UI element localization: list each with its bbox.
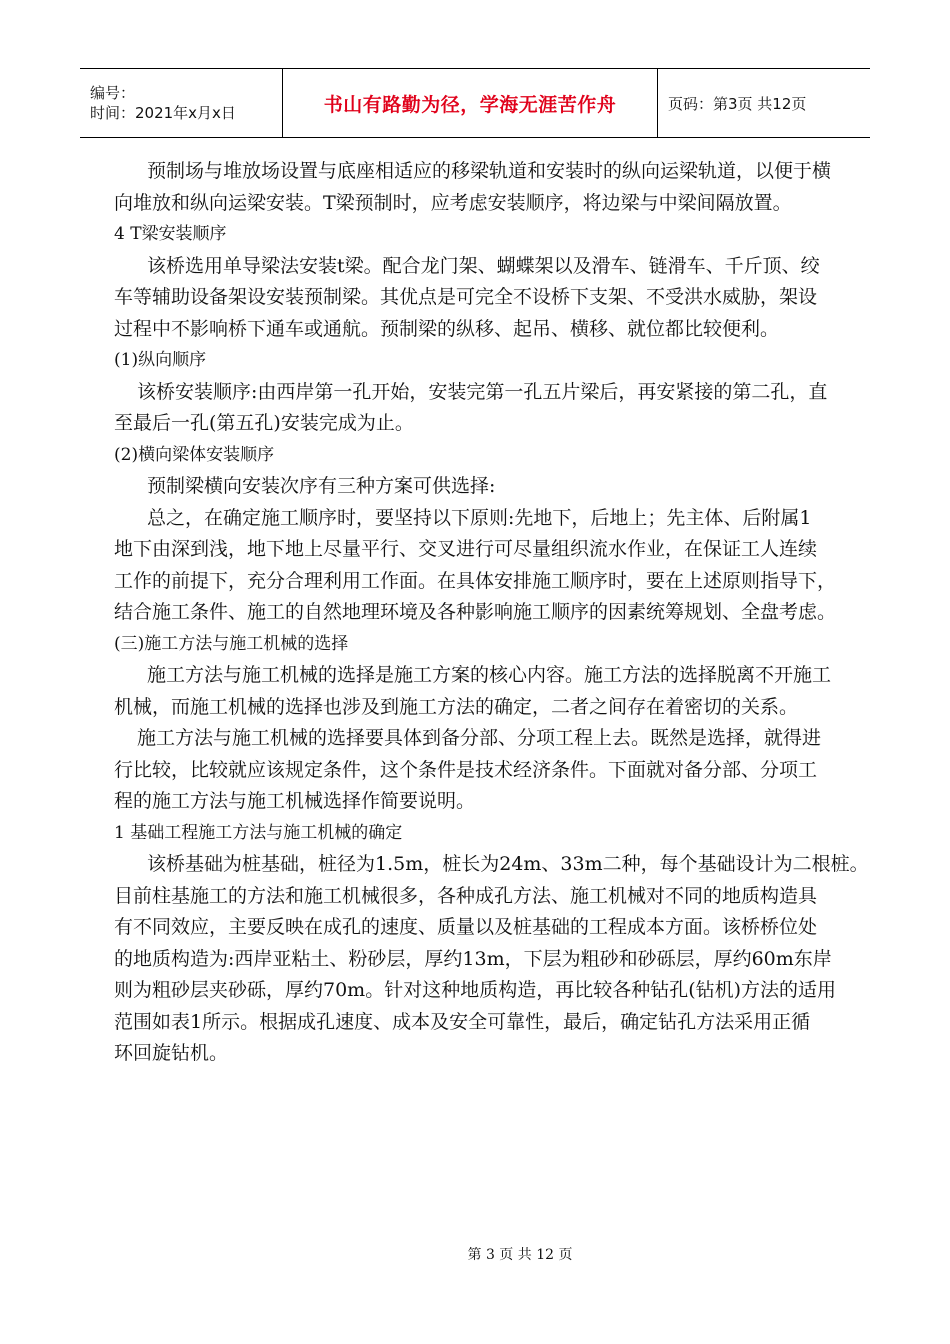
header-meta xyxy=(80,69,282,137)
page-header xyxy=(80,68,870,138)
paragraph-line: 范围如表1所示。根据成孔速度、成本及安全可靠性，最后，确定钻孔方法采用正循 xyxy=(114,1010,811,1033)
paragraph-line: 行比较，比较就应该规定条件，这个条件是技术经济条件。下面就对备分部、分项工 xyxy=(114,758,818,781)
paragraph-line: 该桥基础为桩基础，桩径为1.5m，桩长为24m、33m二种，每个基础设计为二根桩。 xyxy=(147,853,869,875)
paragraph-line: 的地质构造为:西岸亚粘土、粉砂层，厚约13m，下层为粗砂和砂砾层，厚约60m东岸 xyxy=(114,947,832,970)
motto-text: 书山有路勤为径，学海无涯苦作舟 xyxy=(323,93,617,116)
paragraph-line: 该桥安装顺序:由西岸第一孔开始，安装完第一孔五片梁后，再安紧接的第二孔，直 xyxy=(137,380,828,403)
paragraph-line: 至最后一孔(第五孔)安装完成为止。 xyxy=(114,412,414,434)
document-body xyxy=(114,156,869,1070)
paragraph-line: 则为粗砂层夹砂砾，厚约70m。针对这种地质构造，再比较各种钻孔(钻机)方法的适用 xyxy=(114,979,837,1001)
paragraph-line: 机械，而施工机械的选择也涉及到施工方法的确定，二者之间存在着密切的关系。 xyxy=(114,695,799,718)
section-heading: (2)横向梁体安装顺序 xyxy=(114,444,275,465)
paragraph-line: 结合施工条件、施工的自然地理环境及各种影响施工顺序的因素统筹规划、全盘考虑。 xyxy=(114,601,837,623)
paragraph-line: 有不同效应，主要反映在成孔的速度、质量以及桩基础的工程成本方面。该桥桥位处 xyxy=(114,916,818,938)
section-heading: (三)施工方法与施工机械的选择 xyxy=(114,633,349,654)
paragraph-line: 该桥选用单导梁法安装t梁。配合龙门架、蝴蝶架以及滑车、链滑车、千斤顶、绞 xyxy=(147,254,820,277)
paragraph-line: 地下由深到浅，地下地上尽量平行、交叉进行可尽量组织流水作业，在保证工人连续 xyxy=(114,538,818,560)
paragraph-line: 程的施工方法与施工机械选择作简要说明。 xyxy=(114,790,476,812)
header-motto xyxy=(282,69,658,137)
paragraph-line: 车等辅助设备架设安装预制梁。其优点是可完全不设桥下支架、不受洪水威胁，架设 xyxy=(114,286,818,308)
paragraph-line: 施工方法与施工机械的选择是施工方案的核心内容。施工方法的选择脱离不开施工 xyxy=(147,664,832,686)
section-heading: 4 T梁安装顺序 xyxy=(114,224,227,244)
paragraph-line: 过程中不影响桥下通车或通航。预制梁的纵移、起吊、横移、就位都比较便利。 xyxy=(114,317,780,340)
paragraph-line: 总之，在确定施工顺序时，要坚持以下原则:先地下，后地上；先主体、后附属1 xyxy=(147,506,812,529)
footer-page-number: 第 3 页 共 12 页 xyxy=(467,1247,573,1263)
paragraph-line: 工作的前提下，充分合理利用工作面。在具体安排施工顺序时，要在上述原则指导下， xyxy=(114,569,837,592)
page-footer xyxy=(0,1244,950,1264)
paragraph-line: 预制场与堆放场设置与底座相适应的移梁轨道和安装时的纵向运梁轨道，以便于横 xyxy=(147,160,832,182)
paragraph-line: 施工方法与施工机械的选择要具体到备分部、分项工程上去。既然是选择，就得进 xyxy=(137,727,822,749)
section-heading: (1)纵向顺序 xyxy=(114,350,207,370)
document-date: 时间：2021年x月x日 xyxy=(90,104,236,122)
paragraph-line: 目前柱基施工的方法和施工机械很多，各种成孔方法、施工机械对不同的地质构造具 xyxy=(114,884,818,907)
header-page-info xyxy=(658,69,870,137)
document-number-label: 编号： xyxy=(90,84,136,102)
paragraph-line: 环回旋钻机。 xyxy=(114,1042,229,1064)
page-number-info: 页码：第3页 共12页 xyxy=(668,94,807,113)
paragraph-line: 向堆放和纵向运梁安装。T梁预制时，应考虑安装顺序，将边梁与中梁间隔放置。 xyxy=(114,191,792,214)
section-heading: 1 基础工程施工方法与施工机械的确定 xyxy=(114,822,403,843)
paragraph-line: 预制梁横向安装次序有三种方案可供选择: xyxy=(147,475,496,497)
